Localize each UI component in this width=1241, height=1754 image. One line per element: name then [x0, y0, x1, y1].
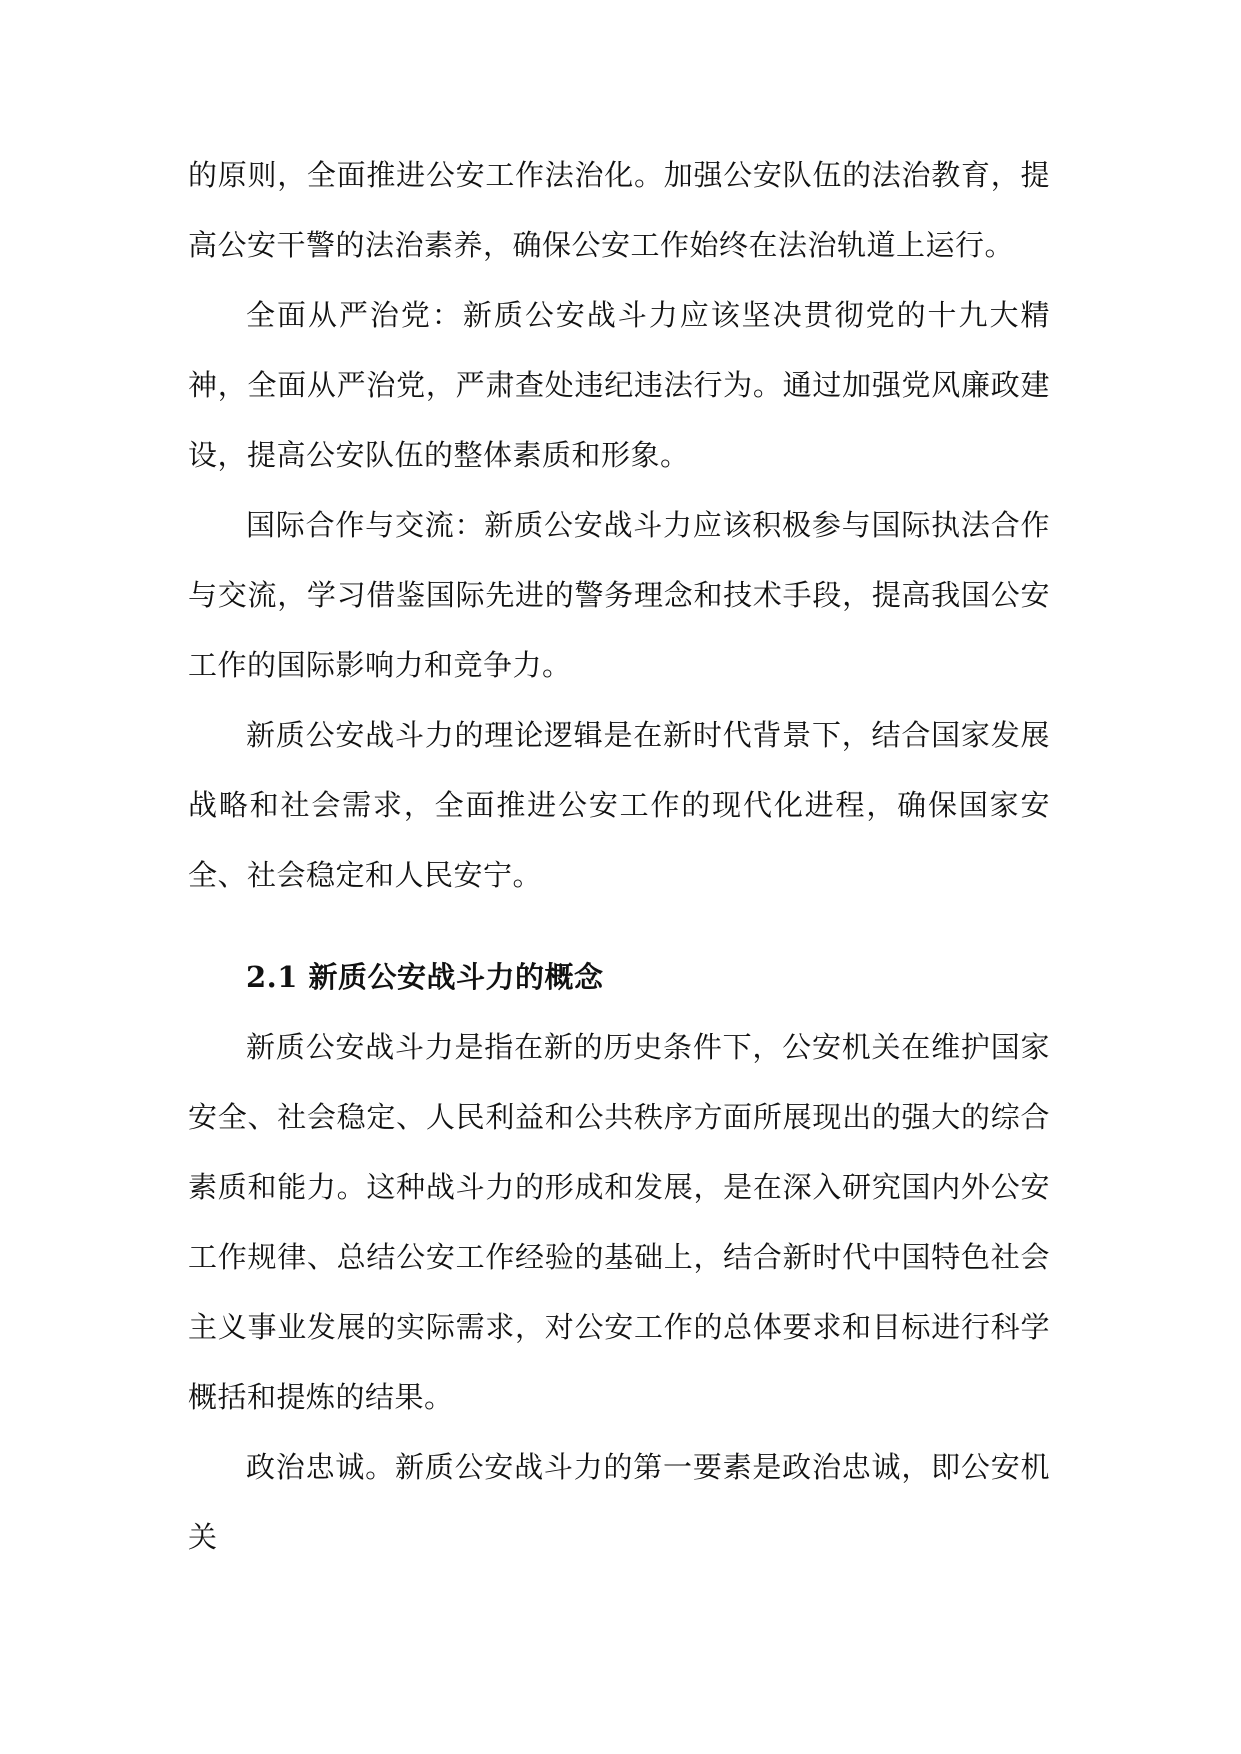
- paragraph-political-loyalty: 政治忠诚。新质公安战斗力的第一要素是政治忠诚，即公安机关: [188, 1450, 1050, 1554]
- paragraph-concept-definition: 新质公安战斗力是指在新的历史条件下，公安机关在维护国家安全、社会稳定、人民利益和公共秩序方面所展现出的强大的综合素质和能力。这种战斗力的形成和发展，是在深入研究国内外公安工作规律、总结公安工作经验的基础上，结合新时代中国特色社会主义事业发展的实际需求，对公安工作的总体要求和目标进行科学概括和提炼的结果。: [188, 1030, 1050, 1414]
- paragraph-international-cooperation: 国际合作与交流：新质公安战斗力应该积极参与国际执法合作与交流，学习借鉴国际先进的警务理念和技术手段，提高我国公安工作的国际影响力和竞争力。: [188, 508, 1050, 682]
- document-body: [188, 140, 1050, 1572]
- paragraph-party-discipline: 全面从严治党：新质公安战斗力应该坚决贯彻党的十九大精神，全面从严治党，严肃查处违纪违法行为。通过加强党风廉政建设，提高公安队伍的整体素质和形象。: [188, 298, 1050, 472]
- paragraph-continuation: 的原则，全面推进公安工作法治化。加强公安队伍的法治教育，提高公安干警的法治素养，确保公安工作始终在法治轨道上运行。: [188, 158, 1050, 262]
- paragraph-theoretical-logic: 新质公安战斗力的理论逻辑是在新时代背景下，结合国家发展战略和社会需求，全面推进公安工作的现代化进程，确保国家安全、社会稳定和人民安宁。: [188, 718, 1050, 892]
- section-heading: 2.1 新质公安战斗力的概念: [246, 960, 604, 994]
